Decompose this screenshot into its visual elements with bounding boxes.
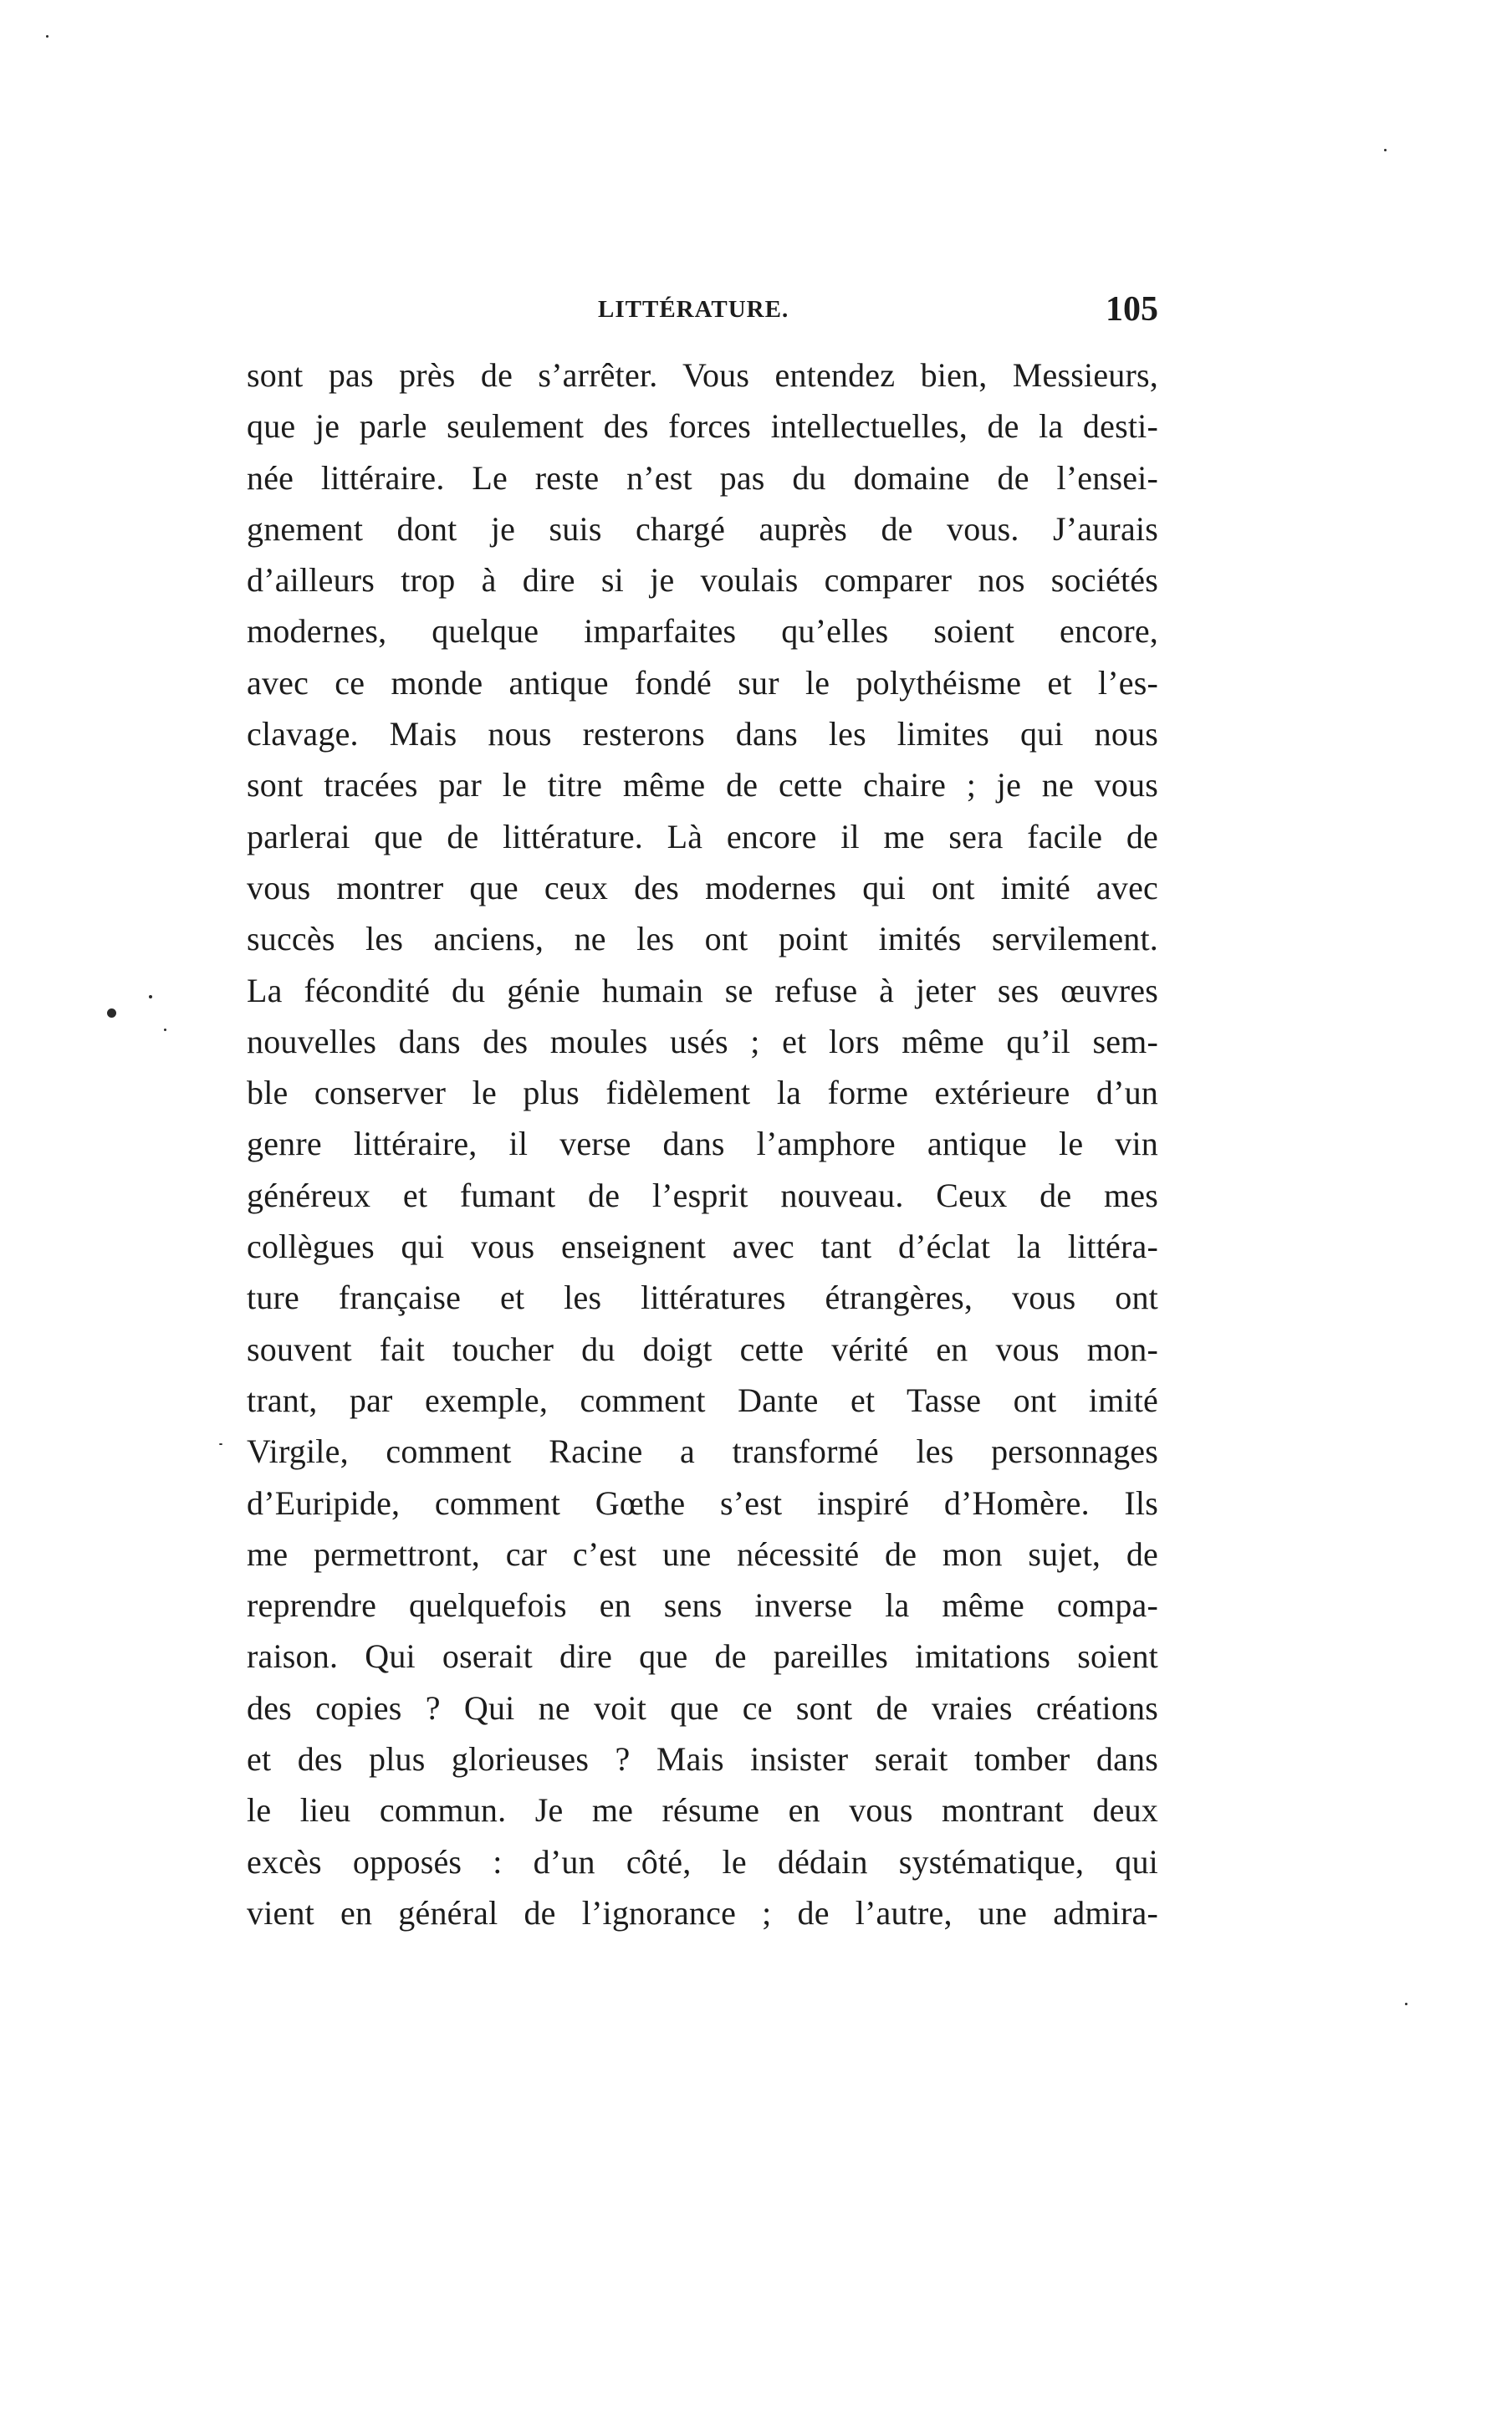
scan-speck	[164, 1029, 166, 1031]
text-line: gnement dont je suis chargé auprès de vous. J’aurais	[247, 509, 1158, 548]
text-line: généreux et fumant de l’esprit nouveau. Ceux de mes	[247, 1176, 1158, 1214]
text-line: raison. Qui oserait dire que de pareilles imitations soient	[247, 1637, 1158, 1676]
text-line: vous montrer que ceux des modernes qui ont imité avec	[247, 868, 1158, 906]
text-line: et des plus glorieuses ? Mais insister serait tomber dans	[247, 1740, 1158, 1779]
text-line: née littéraire. Le reste n’est pas du domaine de l’ensei-	[247, 458, 1158, 497]
text-line: le lieu commun. Je me résume en vous montrant deux	[247, 1791, 1158, 1830]
scan-speck	[107, 1008, 116, 1018]
scan-speck	[46, 35, 49, 38]
text-line: parlerai que de littérature. Là encore il me sera facile de	[247, 817, 1158, 855]
scan-speck	[1405, 2003, 1407, 2005]
text-line: genre littéraire, il verse dans l’amphore antique le vin	[247, 1125, 1158, 1163]
text-line: sont pas près de s’arrêter. Vous entendez bien, Messieurs,	[247, 356, 1158, 394]
text-line: d’ailleurs trop à dire si je voulais comparer nos sociétés	[247, 561, 1158, 600]
scan-speck	[219, 1443, 222, 1445]
text-line: excès opposés : d’un côté, le dédain systématique, qui	[247, 1842, 1158, 1881]
text-line: Virgile, comment Racine a transformé les personnages	[247, 1432, 1158, 1471]
text-line: vient en général de l’ignorance ; de l’autre, une admira-	[247, 1893, 1158, 1932]
text-line: avec ce monde antique fondé sur le polythéisme et l’es-	[247, 663, 1158, 702]
running-title: LITTÉRATURE.	[598, 296, 789, 323]
text-line: ture française et les littératures étrangères, vous ont	[247, 1279, 1158, 1317]
text-line: d’Euripide, comment Gœthe s’est inspiré d’Homère. Ils	[247, 1483, 1158, 1522]
text-line: ble conserver le plus fidèlement la forme extérieure d’un	[247, 1074, 1158, 1112]
text-line: que je parle seulement des forces intellectuelles, de la desti-	[247, 407, 1158, 446]
page-header	[247, 290, 1158, 331]
text-line: succès les anciens, ne les ont point imités servilement.	[247, 920, 1158, 958]
text-line: clavage. Mais nous resterons dans les limites qui nous	[247, 715, 1158, 753]
text-line: La fécondité du génie humain se refuse à jeter ses œuvres	[247, 971, 1158, 1009]
text-line: nouvelles dans des moules usés ; et lors même qu’il sem-	[247, 1022, 1158, 1060]
text-line: des copies ? Qui ne voit que ce sont de vraies créations	[247, 1688, 1158, 1727]
scan-speck	[1384, 149, 1387, 151]
scan-speck	[149, 995, 152, 998]
text-line: me permettront, car c’est une nécessité de mon sujet, de	[247, 1534, 1158, 1573]
text-line: sont tracées par le titre même de cette chaire ; je ne vous	[247, 766, 1158, 804]
body-text	[247, 350, 1158, 1938]
text-line: souvent fait toucher du doigt cette vérité en vous mon-	[247, 1330, 1158, 1368]
text-line: collègues qui vous enseignent avec tant d’éclat la littéra-	[247, 1228, 1158, 1266]
page-number: 105	[1106, 290, 1158, 329]
text-line: trant, par exemple, comment Dante et Tasse ont imité	[247, 1381, 1158, 1419]
text-line: reprendre quelquefois en sens inverse la même compa-	[247, 1586, 1158, 1625]
text-line: modernes, quelque imparfaites qu’elles soient encore,	[247, 612, 1158, 651]
